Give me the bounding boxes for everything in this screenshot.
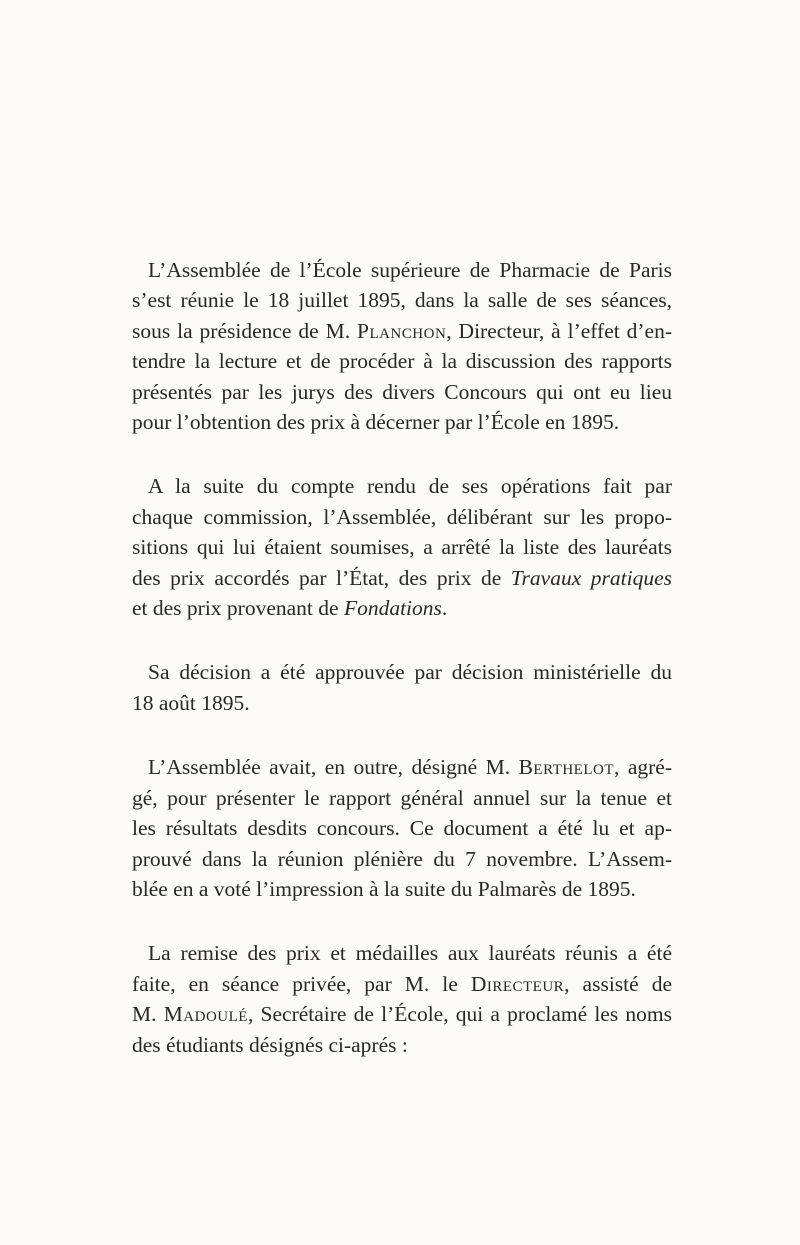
paragraph-2 (132, 471, 672, 623)
text-line: blée en a voté l’impression à la suite du Palmarès de 1895. (132, 876, 636, 901)
paragraph-3 (132, 657, 672, 718)
text-line: L’Assemblée avait, en outre, désigné M. Berthelot, agré- (148, 755, 673, 780)
paragraph-4 (132, 752, 672, 904)
text-line: chaque commission, l’Assemblée, délibérant sur les propo- (132, 504, 672, 529)
text-line: M. Madoulé, Secrétaire de l’École, qui a proclamé les noms (132, 1002, 672, 1027)
paragraph-5 (132, 938, 672, 1060)
person-name: Madoulé (163, 1002, 248, 1027)
paragraph-1 (132, 255, 672, 437)
person-name: Berthelot (518, 755, 615, 780)
italic-term: Travaux pratiques (510, 565, 672, 590)
text-line: et des prix provenant de Fondations. (132, 596, 448, 621)
person-name: Directeur (470, 971, 565, 996)
text-line: A la suite du compte rendu de ses opérations fait par (148, 474, 672, 499)
text-line: sitions qui lui étaient soumises, a arrêté la liste des lauréats (132, 535, 672, 560)
text-line: prouvé dans la réunion plénière du 7 novembre. L’Assem- (132, 846, 672, 871)
text-line: 18 août 1895. (132, 690, 250, 715)
text-line: des prix accordés par l’État, des prix de Travaux pratiques (132, 565, 672, 590)
text-line: sous la présidence de M. Planchon, Directeur, à l’effet d’en- (132, 318, 672, 343)
text-line: La remise des prix et médailles aux lauréats réunis a été (148, 941, 672, 966)
text-line: tendre la lecture et de procéder à la discussion des rapports (132, 349, 672, 374)
text-line: présentés par les jurys des divers Concours qui ont eu lieu (132, 379, 672, 404)
text-line: Sa décision a été approuvée par décision ministérielle du (148, 660, 672, 685)
body-text (132, 255, 672, 1094)
person-name: Planchon (356, 318, 447, 343)
text-line: des étudiants désignés ci-aprés : (132, 1032, 408, 1057)
italic-term: Fondations (343, 596, 442, 621)
text-line: faite, en séance privée, par M. le Directeur, assisté de (132, 971, 673, 996)
text-line: s’est réunie le 18 juillet 1895, dans la salle de ses séances, (132, 288, 672, 313)
text-line: L’Assemblée de l’École supérieure de Pharmacie de Paris (148, 258, 672, 282)
text-line: les résultats desdits concours. Ce document a été lu et ap- (132, 816, 672, 841)
text-line: gé, pour présenter le rapport général annuel sur la tenue et (132, 785, 672, 810)
text-line: pour l’obtention des prix à décerner par l’École en 1895. (132, 410, 620, 435)
